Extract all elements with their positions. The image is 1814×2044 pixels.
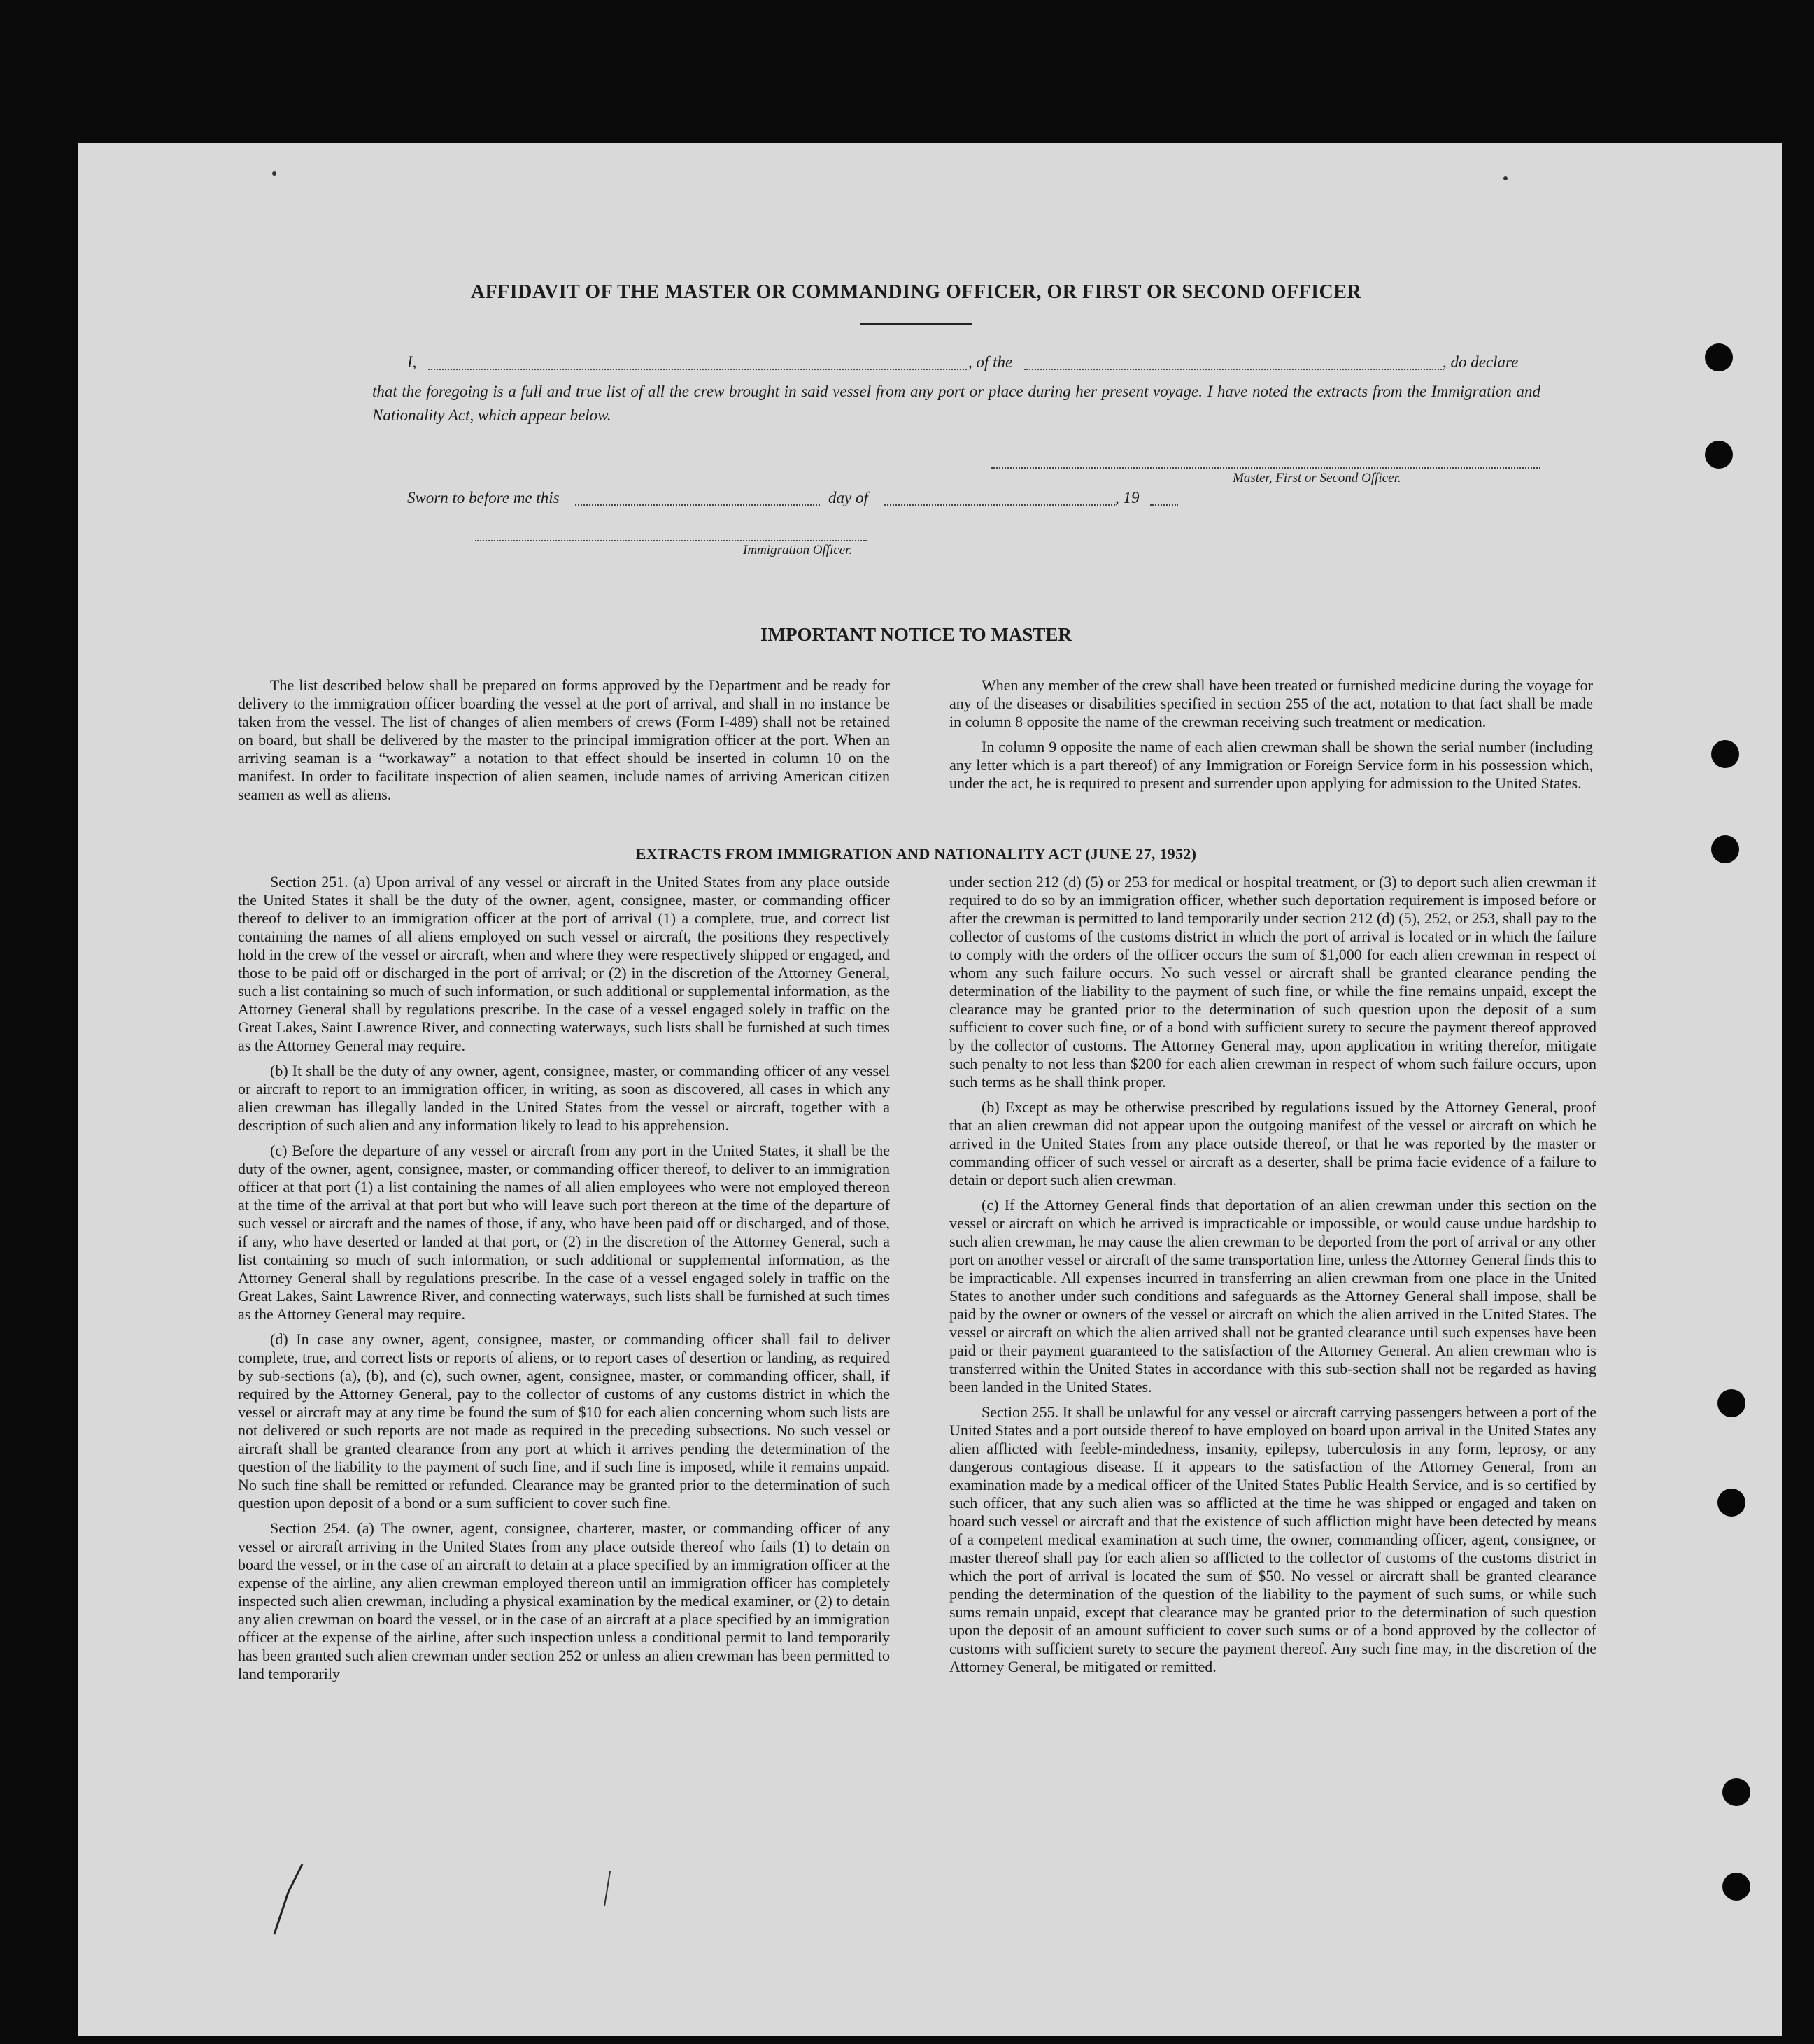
section-paragraph: (c) If the Attorney General finds that deportation of an alien crewman under this section on the vessel or aircraft on which he arrived is impracticable or impossible, or would cause undue hardship to such alien crewman, he may cause the alien crewman to be deported from the port of arrival or any other port on another vessel or aircraft of the same transportation line, unless the Attorney General finds this to be impracticable. All expenses incurred in transferring an alien crewman from one place in the United States to another under such conditions and safeguards as the Attorney General shall impose, shall be paid by the owner or owners of the vessel or aircraft on which the alien arrived in the United States. The vessel or aircraft on which the alien arrived shall not be granted clearance until such expenses have been paid or their payment guaranteed to the satisfaction of the Attorney General. An alien crewman who is transferred within the United States in accordance with this sub-section shall not be regarded as having been landed in the United States. — [949, 1196, 1596, 1396]
punch-hole — [1717, 1389, 1745, 1417]
speck-mark — [1503, 176, 1508, 180]
section-paragraph: Section 255. It shall be unlawful for any vessel or aircraft carrying passengers between a port of the United States and a port outside thereof to have employed on board upon arrival in the United States any alien afflicted with feeble-mindedness, insanity, epilepsy, tuberculosis in any form, leprosy, or any dangerous contagious disease. If it appears to the satisfaction of the Attorney General, from an examination made by a medical officer of the United States Public Health Service, and is so certified by such officer, that any such alien was so afflicted at the time he was shipped or engaged and taken on board such vessel or aircraft and that the existence of such affliction might have been detected by means of a competent medical examination at such time, the owner, commanding officer, agent, consignee, or master thereof shall pay for each alien so afflicted to the collector of customs of the customs district in which the port of arrival is located the sum of $50. No vessel or aircraft shall be granted clearance pending the determination of the question of the liability to the payment of such sums, or while such sums remain unpaid, except that clearance may be granted prior to the determination of such question upon the deposit of an amount sufficient to cover such sums or of a bond approved by the collector of customs with sufficient surety to secure the payment thereof. Any such fine may, in the discretion of the Attorney General, be mitigated or remitted. — [949, 1403, 1596, 1675]
section-paragraph: Section 251. (a) Upon arrival of any vessel or aircraft in the United States from any place outside the United States it shall be the duty of the owner, agent, consignee, master, or commanding officer thereof to deliver to an immigration officer at the port of arrival (1) a complete, true, and correct list containing the names of all aliens employed on such vessel or aircraft, the positions they respectively hold in the crew of the vessel or aircraft, when and where they were respectively shipped or engaged, and those to be paid off or discharged in the port of arrival; or (2) in the discretion of the Attorney General, such a list containing so much of such information, or such additional or supplemental information, as the Attorney General shall by regulations prescribe. In the case of a vessel engaged solely in traffic on the Great Lakes, Saint Lawrence River, and connecting waterways, such lists shall be furnished at such times as the Attorney General may require. — [238, 873, 890, 1054]
section-paragraph: Section 254. (a) The owner, agent, consignee, charterer, master, or commanding officer of any vessel or aircraft arriving in the United States from any place outside thereof who fails (1) to detain on board the vessel, or in the case of an aircraft to detain at a place specified by an immigration officer at the expense of the airline, any alien crewman employed thereon until an immigration officer has completely inspected such alien crewman, including a physical examination by the medical examiner, or (2) to detain any alien crewman on board the vessel, or in the case of an aircraft at a place specified by an immigration officer at the expense of the airline, after such inspection unless a conditional permit to land temporarily has been granted such alien crewman under section 252 or unless an alien crewman has been permitted to land temporarily — [238, 1519, 890, 1682]
affidavit-i-label: I, — [407, 353, 417, 371]
speck-mark — [272, 171, 276, 176]
punch-hole — [1717, 1489, 1745, 1517]
crease-mark — [604, 1871, 610, 1906]
punch-hole — [1711, 740, 1739, 768]
affidavit-statement: that the foregoing is a full and true list of all the crew brought in said vessel from any port or place during her present voyage. I have noted the extracts from the Immigration and Nationality Act, which appear below. — [372, 383, 1540, 424]
notice-title: IMPORTANT NOTICE TO MASTER — [760, 624, 1072, 645]
notice-paragraph: In column 9 opposite the name of each alien crewman shall be shown the serial number (including any letter which is a part thereof) of any Immigration or Foreign Service form in his possession which, under the act, he is required to present and surrender upon applying for admission to the United States. — [949, 738, 1593, 792]
affidavit-of-the-label: , of the — [968, 353, 1013, 371]
section-paragraph: (c) Before the departure of any vessel or aircraft from any port in the United States, it shall be the duty of the owner, agent, consignee, master, or commanding officer thereof, to deliver to an immigration officer at that port (1) a list containing the names of all alien employees who were not employed thereon at the time of the arrival at that port but who will leave such port thereon at the time of the departure of such vessel or aircraft and the names of those, if any, who have been paid off or discharged, and of those, if any, who have deserted or landed at that port, or (2) in the discretion of the Attorney General, such a list containing so much of such information, or such additional or supplemental information, as the Attorney General shall by regulations prescribe. In the case of a vessel engaged solely in traffic on the Great Lakes, Saint Lawrence River, and connecting waterways, such lists shall be furnished at such times as the Attorney General may require. — [238, 1142, 890, 1323]
affidavit-title: AFFIDAVIT OF THE MASTER OR COMMANDING OFFICER, OR FIRST OR SECOND OFFICER — [470, 281, 1362, 303]
day-of-label: day of — [828, 489, 868, 506]
punch-hole — [1711, 835, 1739, 863]
scan-marks — [78, 143, 1782, 2036]
year-label: , 19 — [1115, 489, 1140, 506]
crease-mark — [274, 1864, 302, 1934]
punch-hole — [1705, 441, 1733, 469]
punch-hole — [1722, 1778, 1750, 1806]
punch-hole — [1705, 343, 1733, 371]
punch-hole — [1722, 1873, 1750, 1901]
notice-paragraph: The list described below shall be prepared on forms approved by the Department and be ready for delivery to the immigration officer boarding the vessel at the port of arrival, and shall in no instance be taken from the vessel. The list of changes of alien members of crews (Form I-489) shall not be retained on board, but shall be delivered by the master to the principal immigration officer at the port. When an arriving seaman is a “workaway” a notation to that effect should be inserted in column 10 on the manifest. In order to facilitate inspection of alien seamen, include names of arriving American citizen seamen as well as aliens. — [238, 676, 890, 803]
section-paragraph: under section 212 (d) (5) or 253 for medical or hospital treatment, or (3) to deport such alien crewman if required to do so by an immigration officer, whether such deportation requirement is imposed before or after the crewman is permitted to land temporarily under section 212 (d) (5), 252, or 253, shall pay to the collector of customs of the customs district in which the port of arrival is located or in which the failure to comply with the orders of the officer occurs the sum of $1,000 for each alien crewman in respect of whom any such failure occurs. No such vessel or aircraft shall be granted clearance pending the determination of the liability to the payment of such fine, or while the fine remains unpaid, except the clearance may be granted prior to the determination of such question upon the deposit of a sum sufficient to cover such fine, or of a bond with sufficient surety to secure the payment thereof approved by the collector of customs. The Attorney General may, upon application in writing therefor, mitigate such penalty to not less than $200 for each alien crewman in respect of whom such failure occurs, upon such terms as he shall think proper. — [949, 873, 1596, 1091]
document-page — [78, 143, 1782, 2036]
immigration-officer-label: Immigration Officer. — [743, 543, 853, 558]
notice-paragraph: When any member of the crew shall have been treated or furnished medicine during the voyage for any of the diseases or disabilities specified in section 255 of the act, notation to that fact shall be made in column 8 opposite the name of the crewman receiving such treatment or medication. — [949, 676, 1593, 730]
affidavit-declare-label: , do declare — [1443, 353, 1519, 371]
master-signature-label: Master, First or Second Officer. — [1233, 471, 1401, 485]
section-paragraph: (b) It shall be the duty of any owner, agent, consignee, master, or commanding officer of any vessel or aircraft to report to an immigration officer, in writing, as soon as discovered, all cases in which any alien crewman has illegally landed in the United States from the vessel or aircraft, together with a description of such alien and any information likely to lead to his apprehension. — [238, 1062, 890, 1134]
section-paragraph: (d) In case any owner, agent, consignee, master, or commanding officer shall fail to deliver complete, true, and correct lists or reports of aliens, or to report cases of desertion or landing, as required by sub-sections (a), (b), and (c), such owner, agent, consignee, master, or commanding officer, shall, if required by the Attorney General, pay to the collector of customs of any customs district in which the vessel or aircraft may at any time be found the sum of $10 for each alien concerning whom such lists are not delivered or such reports are not made as required in the preceding subsections. No such vessel or aircraft shall be granted clearance from any port at which it arrives pending the determination of the question of the liability to the payment of such fine, and if such fine is imposed, while it remains unpaid. No such fine shall be remitted or refunded. Clearance may be granted prior to the determination of such question upon deposit of a bond or a sum sufficient to cover such fine. — [238, 1330, 890, 1512]
section-paragraph: (b) Except as may be otherwise prescribed by regulations issued by the Attorney General, proof that an alien crewman did not appear upon the outgoing manifest of the vessel or aircraft on which he arrived in the United States from any place outside thereof, or that he was reported by the master or commanding officer of such vessel or aircraft as a deserter, shall be prima facie evidence of a failure to detain or deport such alien crewman. — [949, 1098, 1596, 1188]
sworn-label: Sworn to before me this — [407, 489, 560, 506]
extracts-title: EXTRACTS FROM IMMIGRATION AND NATIONALITY ACT (JUNE 27, 1952) — [635, 845, 1197, 863]
